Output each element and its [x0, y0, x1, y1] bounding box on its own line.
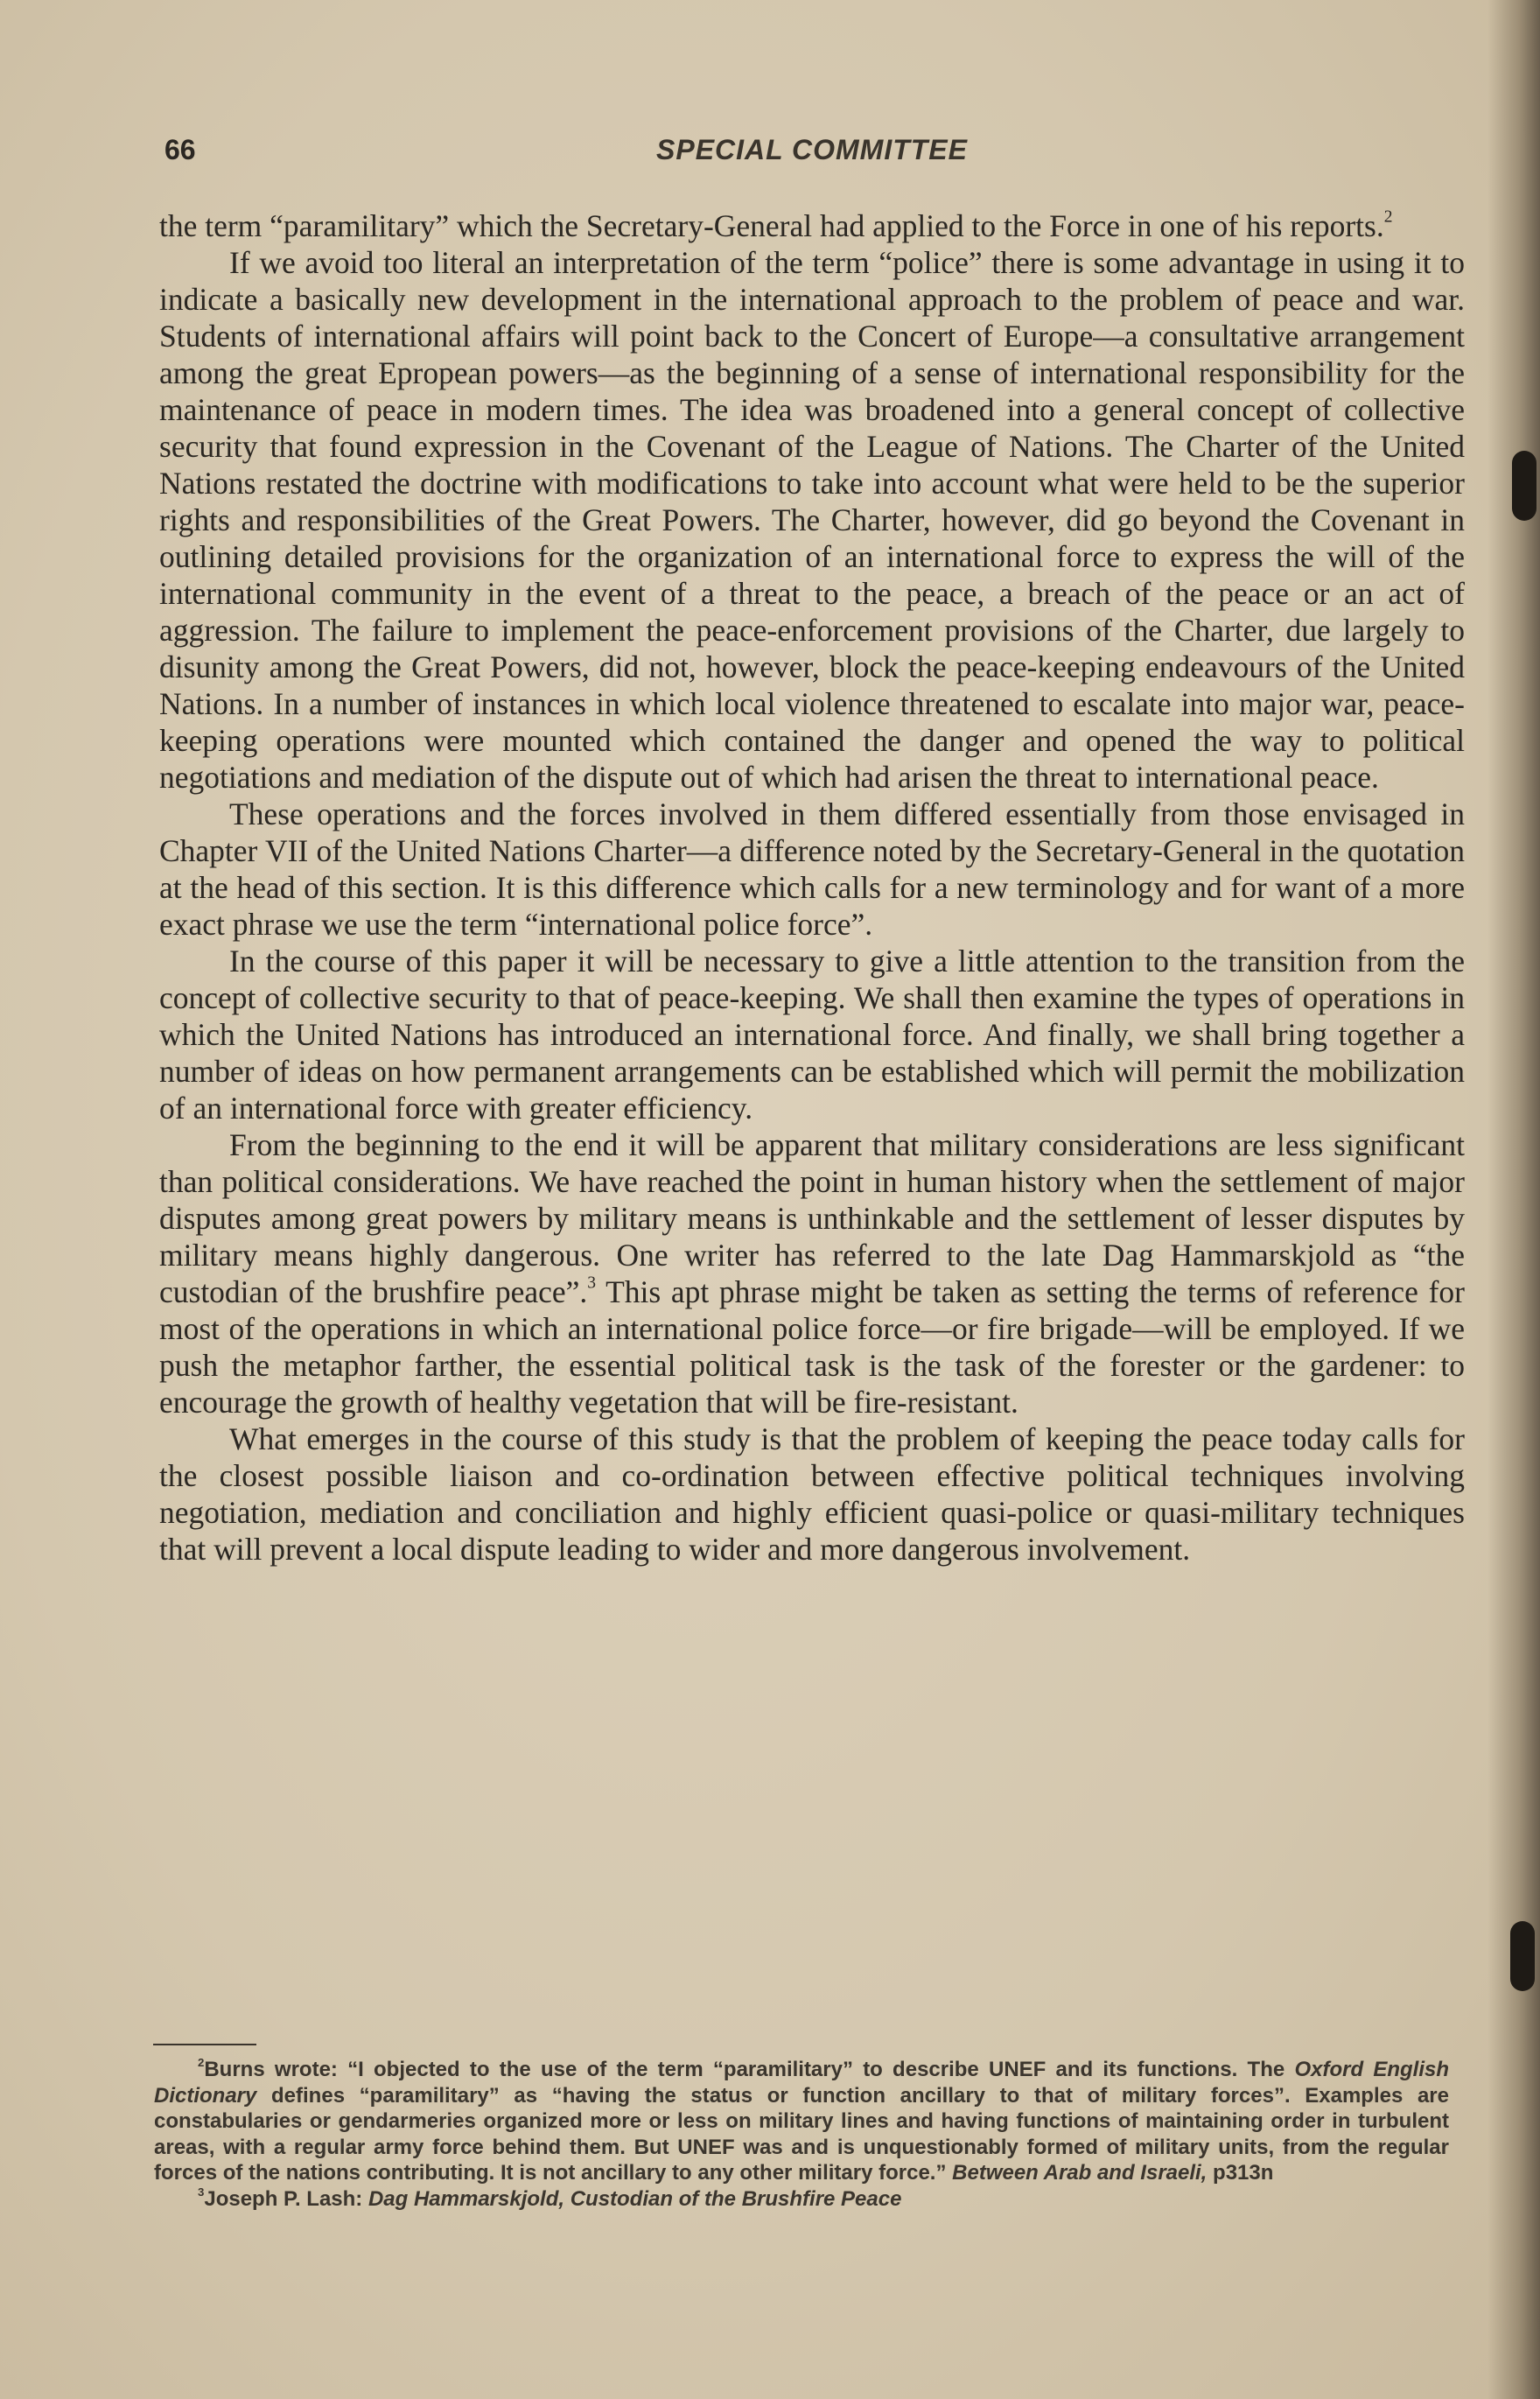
footnote-2 — [154, 2057, 1449, 2186]
footnote-3-text-a: Joseph P. Lash: — [204, 2186, 368, 2211]
footnote-2-italic-a: Oxford English Dictionary — [154, 2058, 1449, 2108]
page-edge-shadow — [1488, 0, 1540, 2399]
footnote-ref-3: 3 — [587, 1273, 597, 1293]
paragraph-5-text-b: This apt phrase might be taken as setting the terms of reference for most of the operations in which an international police force—or fire brigade—will be employed. If we push the metaphor farther, the essential political task is the task of the forester or the gardener: to encourage the growth of healthy vegetation that will be fire-resistant. — [159, 1274, 1465, 1420]
page-number: 66 — [164, 134, 196, 165]
binding-hole-lower — [1510, 1921, 1535, 1991]
paragraph-6: What emerges in the course of this study is that the problem of keeping the peace today calls for the closest possible liaison and co-ordination between effective political techniques involving negotiation, mediation and conciliation and highly efficient quasi-police or quasi-military techniques that will prevent a local dispute leading to wider and more dangerous involvement. — [159, 1421, 1465, 1567]
footnote-2-text-a: Burns wrote: “I objected to the use of the term “paramilitary” to describe UNEF and its functions. The — [204, 2058, 1295, 2081]
footnote-2-mark: 2 — [198, 2055, 205, 2069]
footnote-3-mark: 3 — [198, 2185, 205, 2199]
paragraph-5 — [159, 1126, 1465, 1420]
footnote-3-italic-a: Dag Hammarskjold, Custodian of the Brushfire Peace — [368, 2186, 902, 2211]
footnote-2-text-b: defines “paramilitary” as “having the status or function ancillary to that of military forces”. Examples are constabularies or gendarmeries organized more or less on military lines and having functions of maintaining order in turbulent areas, with a regular army force behind them. But UNEF was and is unquestionably formed of military units, from the regular forces of the nations contributing. It is not ancillary to any other military force.” — [154, 2083, 1449, 2185]
footnote-ref-2: 2 — [1383, 207, 1393, 227]
running-head: SPECIAL COMMITTEE — [656, 134, 968, 165]
footnotes — [154, 2057, 1449, 2212]
footnote-2-text-c: p313n — [1207, 2161, 1274, 2185]
footnote-rule — [153, 2044, 256, 2045]
paragraph-2: If we avoid too literal an interpretation of the term “police” there is some advantage in using it to indicate a basically new development in the international approach to the problem of peace and war. Students of international affairs will point back to the Concert of Europe—a consultative arrangement among the great Epropean powers—as the beginning of a sense of international responsibility for the maintenance of peace in modern times. The idea was broadened into a general concept of collective security that found expression in the Covenant of the League of Nations. The Charter of the United Nations restated the doctrine with modifications to take into account what were held to be the superior rights and responsibilities of the Great Powers. The Charter, however, did go beyond the Covenant in outlining detailed provisions for the organization of an international force to express the will of the international community in the event of a threat to the peace, a breach of the peace or an act of aggression. The failure to implement the peace-enforcement provisions of the Charter, due largely to disunity among the Great Powers, did not, however, block the peace-keeping endeavours of the United Nations. In a number of instances in which local violence threatened to escalate into major war, peace-keeping operations were mounted which contained the danger and opened the way to political negotiations and mediation of the dispute out of which had arisen the threat to international peace. — [159, 245, 1465, 795]
footnote-3 — [154, 2186, 1449, 2213]
paragraph-1-text: the term “paramilitary” which the Secretary-General had applied to the Force in one of his reports. — [159, 208, 1384, 243]
footnote-2-italic-b: Between Arab and Israeli, — [952, 2161, 1208, 2185]
body-text — [159, 207, 1465, 1568]
binding-hole-upper — [1512, 451, 1536, 521]
paragraph-3: These operations and the forces involved in them differed essentially from those envisaged in Chapter VII of the United Nations Charter—a difference noted by the Secretary-General in the quotation at the head of this section. It is this difference which calls for a new terminology and for want of a more exact phrase we use the term “international police force”. — [159, 796, 1465, 942]
page-header — [164, 134, 1460, 174]
paragraph-4: In the course of this paper it will be necessary to give a little attention to the transition from the concept of collective security to that of peace-keeping. We shall then examine the types of operations in which the United Nations has introduced an international force. And finally, we shall bring together a number of ideas on how permanent arrangements can be established which will permit the mobilization of an international force with greater efficiency. — [159, 943, 1465, 1126]
paragraph-1 — [159, 207, 1465, 244]
paragraph-5-text-a: From the beginning to the end it will be apparent that military considerations are less significant than political considerations. We have reached the point in human history when the settlement of major disputes among great powers by military means is unthinkable and the settlement of lesser disputes by military means highly dangerous. One writer has referred to the late Dag Hammarskjold as “the custodian of the brushfire peace”. — [159, 1127, 1465, 1309]
